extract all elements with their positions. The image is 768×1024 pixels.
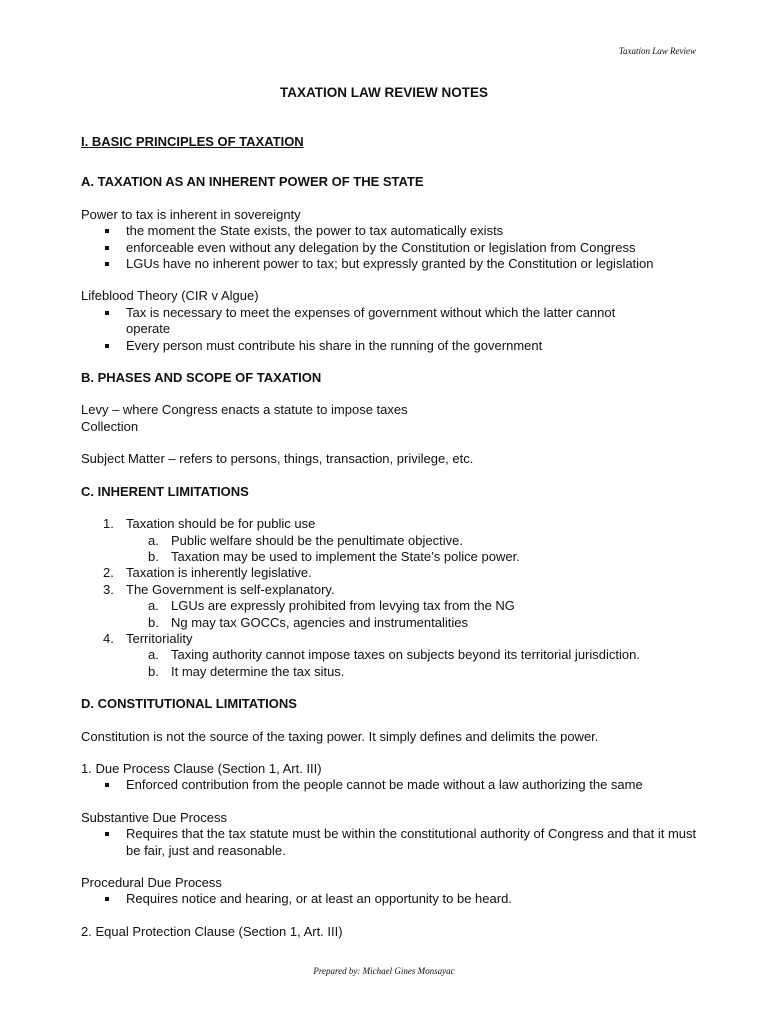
list-item bbox=[81, 631, 701, 680]
list-number: 3. bbox=[103, 581, 114, 597]
sub-list bbox=[126, 533, 701, 566]
list-item bbox=[126, 664, 701, 680]
list-item: enforceable even without any delegation by the Constitution or legislation from Congress bbox=[126, 240, 701, 256]
running-header: Taxation Law Review bbox=[618, 46, 696, 56]
bullet-list bbox=[81, 223, 701, 272]
paragraph-levy: Levy – where Congress enacts a statute to impose taxes bbox=[81, 402, 408, 418]
list-item-text: Territoriality bbox=[126, 630, 193, 646]
paragraph-substantive: Substantive Due Process bbox=[81, 809, 227, 825]
document-body bbox=[81, 134, 701, 940]
list-item: LGUs have no inherent power to tax; but expressly granted by the Constitution or legislation bbox=[126, 256, 701, 272]
list-item-text: Taxation is inherently legislative. bbox=[126, 565, 312, 581]
list-letter: a. bbox=[148, 647, 159, 663]
list-item-text: Taxing authority cannot impose taxes on subjects beyond its territorial jurisdiction. bbox=[171, 647, 640, 663]
bullet-list bbox=[81, 891, 701, 907]
list-item bbox=[126, 647, 701, 663]
list-item-text: It may determine the tax situs. bbox=[171, 663, 345, 679]
list-item: Every person must contribute his share in the running of the government bbox=[126, 338, 701, 354]
section-heading: I. BASIC PRINCIPLES OF TAXATION bbox=[81, 134, 304, 149]
paragraph-equal-protection: 2. Equal Protection Clause (Section 1, Art. III) bbox=[81, 923, 343, 939]
list-letter: a. bbox=[148, 598, 159, 614]
list-item bbox=[126, 615, 701, 631]
list-item bbox=[81, 565, 701, 581]
list-item bbox=[81, 516, 701, 565]
paragraph-procedural: Procedural Due Process bbox=[81, 875, 222, 890]
list-item-text: The Government is self-explanatory. bbox=[126, 581, 335, 597]
list-item: Requires notice and hearing, or at least an opportunity to be heard. bbox=[126, 891, 701, 907]
list-item bbox=[126, 533, 701, 549]
document-title: TAXATION LAW REVIEW NOTES bbox=[280, 85, 488, 100]
sub-list bbox=[126, 647, 701, 680]
list-item bbox=[126, 549, 701, 565]
numbered-list bbox=[81, 516, 701, 680]
list-number: 1. bbox=[103, 516, 114, 532]
list-number: 4. bbox=[103, 630, 114, 646]
paragraph-collection: Collection bbox=[81, 418, 139, 434]
list-letter: a. bbox=[148, 532, 159, 548]
list-item-text: Taxation should be for public use bbox=[126, 516, 316, 532]
list-item-text: Taxation may be used to implement the State’s police power. bbox=[171, 548, 520, 564]
list-letter: b. bbox=[148, 548, 159, 564]
list-item: Enforced contribution from the people cannot be made without a law authorizing the same bbox=[126, 777, 701, 793]
list-letter: b. bbox=[148, 614, 159, 630]
bullet-list bbox=[81, 777, 701, 793]
list-item bbox=[81, 582, 701, 631]
paragraph-lifeblood: Lifeblood Theory (CIR v Algue) bbox=[81, 288, 259, 304]
list-number: 2. bbox=[103, 565, 114, 581]
list-item-text: LGUs are expressly prohibited from levying tax from the NG bbox=[171, 598, 515, 614]
sub-list bbox=[126, 598, 701, 631]
paragraph-constitution: Constitution is not the source of the taxing power. It simply defines and delimits the power. bbox=[81, 728, 599, 744]
list-item: Requires that the tax statute must be within the constitutional authority of Congress and that it must be fair, just and reasonable. bbox=[126, 826, 701, 859]
list-letter: b. bbox=[148, 663, 159, 679]
list-item: the moment the State exists, the power to tax automatically exists bbox=[126, 223, 701, 239]
paragraph-due-process: 1. Due Process Clause (Section 1, Art. III) bbox=[81, 760, 322, 776]
paragraph-inherent-power: Power to tax is inherent in sovereignty bbox=[81, 206, 301, 222]
list-item: Tax is necessary to meet the expenses of government without which the latter cannot operate bbox=[126, 305, 626, 338]
subsection-heading-c: C. INHERENT LIMITATIONS bbox=[81, 483, 249, 499]
bullet-list bbox=[81, 826, 701, 859]
list-item-text: Public welfare should be the penultimate objective. bbox=[171, 532, 463, 548]
footer-prepared-by: Prepared by: Michael Gines Monsayac bbox=[313, 966, 455, 976]
bullet-list bbox=[81, 305, 701, 354]
list-item-text: Ng may tax GOCCs, agencies and instrumentalities bbox=[171, 614, 468, 630]
subsection-heading-b: B. PHASES AND SCOPE OF TAXATION bbox=[81, 370, 322, 386]
subsection-heading-a: A. TAXATION AS AN INHERENT POWER OF THE STATE bbox=[81, 174, 424, 190]
paragraph-subject-matter: Subject Matter – refers to persons, things, transaction, privilege, etc. bbox=[81, 451, 474, 467]
list-item bbox=[126, 598, 701, 614]
subsection-heading-d: D. CONSTITUTIONAL LIMITATIONS bbox=[81, 696, 297, 712]
